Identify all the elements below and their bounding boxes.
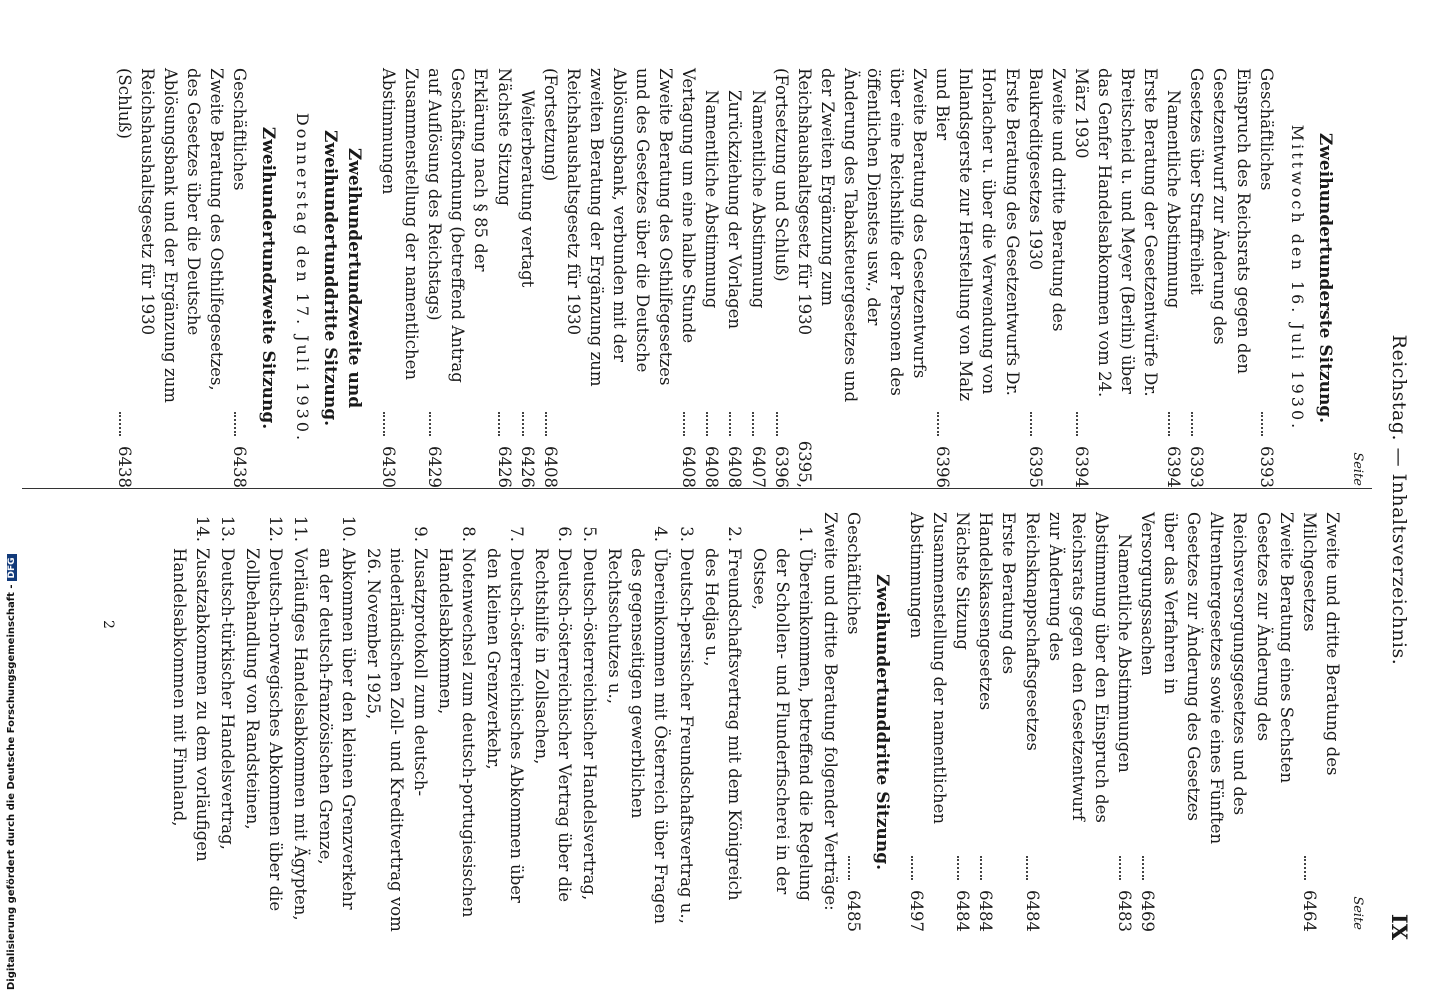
leader-dots — [383, 412, 386, 436]
toc-entry — [377, 68, 423, 488]
entry-text: Geschäftliches — [230, 68, 250, 191]
entry-page: 6430 — [379, 446, 399, 488]
leader-dots — [911, 856, 914, 880]
leader-dots — [429, 412, 432, 436]
entry-page: 6484 — [953, 890, 973, 932]
treaty-item — [241, 512, 287, 932]
credit-text: Digitalisierung gefördert durch die Deutsche Forschungsgemeinschaft - — [6, 584, 17, 990]
leader-dots — [752, 412, 755, 436]
entry-text: Namentliche Abstimmungen — [1114, 534, 1134, 773]
item-text: Deutsch-österreichisches Abkommen über den kleinen Grenzverkehr, — [483, 548, 526, 903]
item-text: Notenwechsel zum deutsch-portugiesischen Handelsabkommen, — [435, 548, 478, 918]
dfg-logo: DFG — [7, 554, 17, 581]
toc-entry — [1162, 68, 1185, 488]
toc-entry — [113, 68, 228, 488]
entry-text: Abstimmung über den Einspruch des Reichsrats gegen den Gesetzentwurf zur Änderung des Reichsknappschaftsgesetzes — [1022, 512, 1111, 823]
running-title: Reichstag. — Inhaltsverzeichnis. — [1388, 334, 1410, 666]
toc-entry — [1136, 512, 1298, 932]
session-title: Zweihundertunddritte Sitzung. — [872, 573, 893, 871]
toc-entry — [1021, 512, 1113, 932]
treaty-item — [362, 512, 431, 932]
entry-text: Erste Beratung der Gesetzentwürfe Dr. Breitscheid u. und Meyer (Berlin) über das Genfer Handelsabkommen vom 24. März 1930 — [1071, 68, 1161, 398]
left-column — [113, 68, 1366, 488]
leader-dots — [683, 412, 686, 436]
item-number: 9. — [410, 526, 430, 542]
toc-entry — [746, 68, 769, 488]
entry-page: 6484 — [976, 890, 996, 932]
toc-entry — [819, 512, 842, 932]
entry-text: Zweite Beratung des Osthilfegesetzes, des Gesetzes über die Deutsche Ablösungsbank und der Ergänzung zum Reichshaushaltsgesetz für 1930 (Schluß) — [114, 68, 227, 403]
entry-page: 6408 — [679, 446, 699, 488]
toc-entry — [1185, 68, 1254, 488]
treaty-item — [748, 512, 817, 932]
treaty-item — [482, 512, 528, 932]
treaty-item — [216, 512, 239, 932]
entry-text: Erste Beratung des Gesetzentwurfs Dr. Horlacher u. über die Verwendung von Inlandsgerste zur Herstellung von Malz und Bier — [933, 68, 1022, 402]
item-number: 5. — [580, 526, 600, 542]
toc-entry — [974, 512, 1020, 932]
item-text: Zusatzprotokoll zum deutsch-niederländischen Zoll- und Kreditvertrag vom 26. November 1925, — [364, 548, 430, 932]
leader-dots — [1119, 856, 1122, 880]
item-number: 12. — [265, 515, 285, 542]
entry-text: Namentliche Abstimmung — [1164, 90, 1184, 309]
leader-dots — [848, 856, 851, 880]
toc-entry — [1024, 68, 1070, 488]
session-date: Mittwoch den 16. Juli 1930. — [1288, 124, 1308, 432]
entry-page: 6394 — [1071, 446, 1091, 488]
leader-dots — [498, 412, 501, 436]
entry-text: Erste Beratung des Handelskassengesetzes — [976, 512, 1019, 711]
session-title: Zweihundertundzweite Sitzung. — [257, 126, 278, 430]
toc-entry — [700, 68, 723, 488]
item-text: Zusatzabkommen zu dem vorläufigen Handelsabkommen mit Finnland, — [169, 548, 212, 862]
item-text: Deutsch-türkischer Handelsvertrag, — [217, 548, 237, 850]
leader-dots — [1191, 412, 1194, 436]
item-number: 11. — [291, 515, 311, 542]
digitization-credit — [6, 554, 17, 990]
toc-entry — [770, 68, 932, 488]
leader-dots — [119, 412, 122, 436]
item-number: 1. — [796, 526, 816, 542]
item-text: Deutsch-österreichischer Vertrag über die Rechtshilfe in Zollsachen, — [532, 548, 575, 903]
entry-page: 6469 — [1138, 890, 1158, 932]
leader-dots — [957, 856, 960, 880]
item-text: Übereinkommen mit Österreich über Fragen des gegenseitigen gewerblichen Rechtsschutzes u., — [605, 548, 671, 924]
leader-dots — [1304, 856, 1307, 880]
leader-dots — [980, 856, 983, 880]
entry-text: Zweite und dritte Beratung folgender Verträge: — [821, 512, 841, 911]
page-header — [1382, 60, 1412, 940]
treaty-item — [168, 512, 214, 932]
session-title: Zweihundertundzweite und Zweihundertunddritte Sitzung. — [320, 129, 364, 427]
leader-dots — [1261, 412, 1264, 436]
leader-dots — [1027, 856, 1030, 880]
item-number: 6. — [555, 526, 575, 542]
item-number: 10. — [339, 515, 359, 542]
leader-dots — [545, 412, 548, 436]
session-date: Donnerstag den 17. Juli 1930. — [293, 112, 313, 444]
entry-page: 6393 — [1187, 446, 1207, 488]
entry-page: 6407 — [748, 446, 768, 488]
entry-text: Zweite Beratung des Gesetzentwurfs über eine Reichshilfe der Personen des öffentlichen Dienstes usw., der Änderung des Tabaksteuergesetzes und der Zweiten Ergänzung zum Reichshaushaltsgesetz für 1930 (Fortsetzung und Schluß) — [771, 68, 930, 403]
seite-label: Seite — [1350, 452, 1365, 486]
treaty-item — [289, 512, 312, 932]
entry-text: Zweite Beratung eines Sechsten Gesetzes zur Änderung des Reichsversorgungsgesetzes und des Altrentnergesetzes sowie eines Fünften Gesetzes zur Änderung des Gesetzes über das Verfahren in Versorgungssachen — [1138, 512, 1296, 845]
leader-dots — [1030, 412, 1033, 436]
entry-text: Geschäftliches — [1256, 68, 1276, 191]
leader-dots — [776, 412, 779, 436]
entry-page: 6426 — [494, 446, 514, 488]
leader-dots — [234, 412, 237, 436]
item-number: 7. — [506, 526, 526, 542]
entry-page: 6395, 6396 — [771, 440, 814, 488]
leader-dots — [729, 412, 732, 436]
leader-dots — [937, 412, 940, 436]
entry-page: 6408 — [540, 446, 560, 488]
entry-text: Zweite und dritte Beratung des Baukreditgesetzes 1930 — [1025, 68, 1068, 332]
entry-page: 6438 — [114, 446, 134, 488]
sheet-number: 2 — [100, 620, 116, 629]
entry-page: 6393 — [1256, 446, 1276, 488]
toc-entry — [842, 512, 865, 932]
treaty-item — [314, 512, 360, 932]
toc-entry — [723, 68, 746, 488]
entry-text: Zweite und dritte Beratung des Milchgesetzes — [1299, 512, 1342, 776]
item-text: Abkommen über den kleinen Grenzverkehr an der deutsch-französischen Grenze, — [316, 548, 359, 910]
leader-dots — [1142, 856, 1145, 880]
entry-page: 6438 — [230, 446, 250, 488]
treaty-item — [434, 512, 480, 932]
item-text: Deutsch-österreichischer Handelsvertrag, — [580, 548, 600, 901]
entry-page: 6408 — [725, 446, 745, 488]
item-number: 8. — [458, 526, 478, 542]
entry-text: Namentliche Abstimmung — [702, 90, 722, 309]
session-title: Zweihundertunderste Sitzung. — [1314, 132, 1335, 424]
entry-page: 6483 — [1114, 890, 1134, 932]
treaty-item — [530, 512, 576, 932]
column-divider — [22, 488, 1372, 489]
entry-text: Zweite Beratung des Osthilfegesetzes und des Gesetzes über die Deutsche Ablösungsbank, verbunden mit der zweiten Beratung der Ergänzung zum Reichshaushaltsgesetz für 1930 (Fortsetzung) — [540, 68, 676, 387]
entry-text: Zusammenstellung der namentlichen Abstimmungen — [379, 68, 422, 380]
item-text: Übereinkommen, betreffend die Regelung der Schollen- und Flunderfischerei in der Ostsee, — [749, 548, 816, 901]
toc-entry — [516, 68, 539, 488]
item-text: Vorläufiges Handelsabkommen mit Ägypten, — [291, 548, 311, 921]
entry-page: 6485 — [844, 890, 864, 932]
treaty-item — [674, 512, 697, 932]
entry-page: 6408 — [702, 446, 722, 488]
entry-page: 6426 — [517, 446, 537, 488]
toc-entry — [423, 68, 492, 488]
leader-dots — [1076, 412, 1079, 436]
entry-text: Zurückziehung der Vorlagen — [725, 90, 745, 330]
leader-dots — [1168, 412, 1171, 436]
item-number: 2. — [724, 526, 744, 542]
entry-page: 6464 — [1299, 890, 1319, 932]
leader-dots — [522, 412, 525, 436]
toc-entry — [1113, 512, 1136, 932]
toc-entry — [1255, 68, 1278, 488]
item-number: 4. — [651, 526, 671, 542]
entry-page: 6429 — [425, 446, 445, 488]
entry-page: 6484 — [1022, 890, 1042, 932]
treaty-item — [700, 512, 746, 932]
entry-text: Nächste Sitzung — [494, 68, 514, 206]
item-number: 13. — [217, 515, 237, 542]
toc-entry — [677, 68, 700, 488]
treaty-item — [578, 512, 601, 932]
toc-entry — [1070, 68, 1162, 488]
entry-text: Namentliche Abstimmung — [748, 90, 768, 309]
entry-page: 6394 — [1164, 446, 1184, 488]
entry-text: Einspruch des Reichsrats gegen den Gesetzentwurf zur Änderung des Gesetzes über Straffreiheit — [1187, 68, 1253, 374]
entry-text: Vertagung um eine halbe Stunde — [679, 68, 699, 344]
item-text: Deutsch-persischer Freundschaftsvertrag u., — [676, 548, 696, 924]
item-number: 14. — [192, 515, 212, 542]
right-column — [166, 512, 1366, 932]
leader-dots — [706, 412, 709, 436]
toc-entry — [228, 68, 251, 488]
treaty-item — [603, 512, 672, 932]
entry-text: Weiterberatung vertagt — [517, 90, 537, 288]
toc-entry — [1298, 512, 1344, 932]
toc-entry — [905, 512, 951, 932]
entry-page: 6395 — [1025, 446, 1045, 488]
entry-page: 6497 — [907, 890, 927, 932]
toc-entry — [931, 68, 1023, 488]
toc-entry — [951, 512, 974, 932]
toc-entry — [539, 68, 678, 488]
entry-page: 6396 — [933, 446, 953, 488]
entry-text: Erklärung nach § 85 der Geschäftsordnung (betreffend Antrag auf Auflösung des Reichstags) — [425, 68, 491, 383]
item-text: Freundschaftsvertrag mit dem Königreich des Hedjas u., — [701, 548, 744, 901]
item-number: 3. — [676, 526, 696, 542]
item-text: Deutsch-norwegisches Abkommen über die Zollbehandlung von Randsteinen, — [242, 548, 285, 912]
entry-text: Nächste Sitzung — [953, 512, 973, 650]
entry-text: Zusammenstellung der namentlichen Abstimmungen — [907, 512, 950, 824]
seite-label: Seite — [1350, 896, 1365, 930]
toc-entry — [492, 68, 515, 488]
entry-text: Geschäftliches — [844, 512, 864, 635]
page-number: IX — [1387, 913, 1412, 940]
